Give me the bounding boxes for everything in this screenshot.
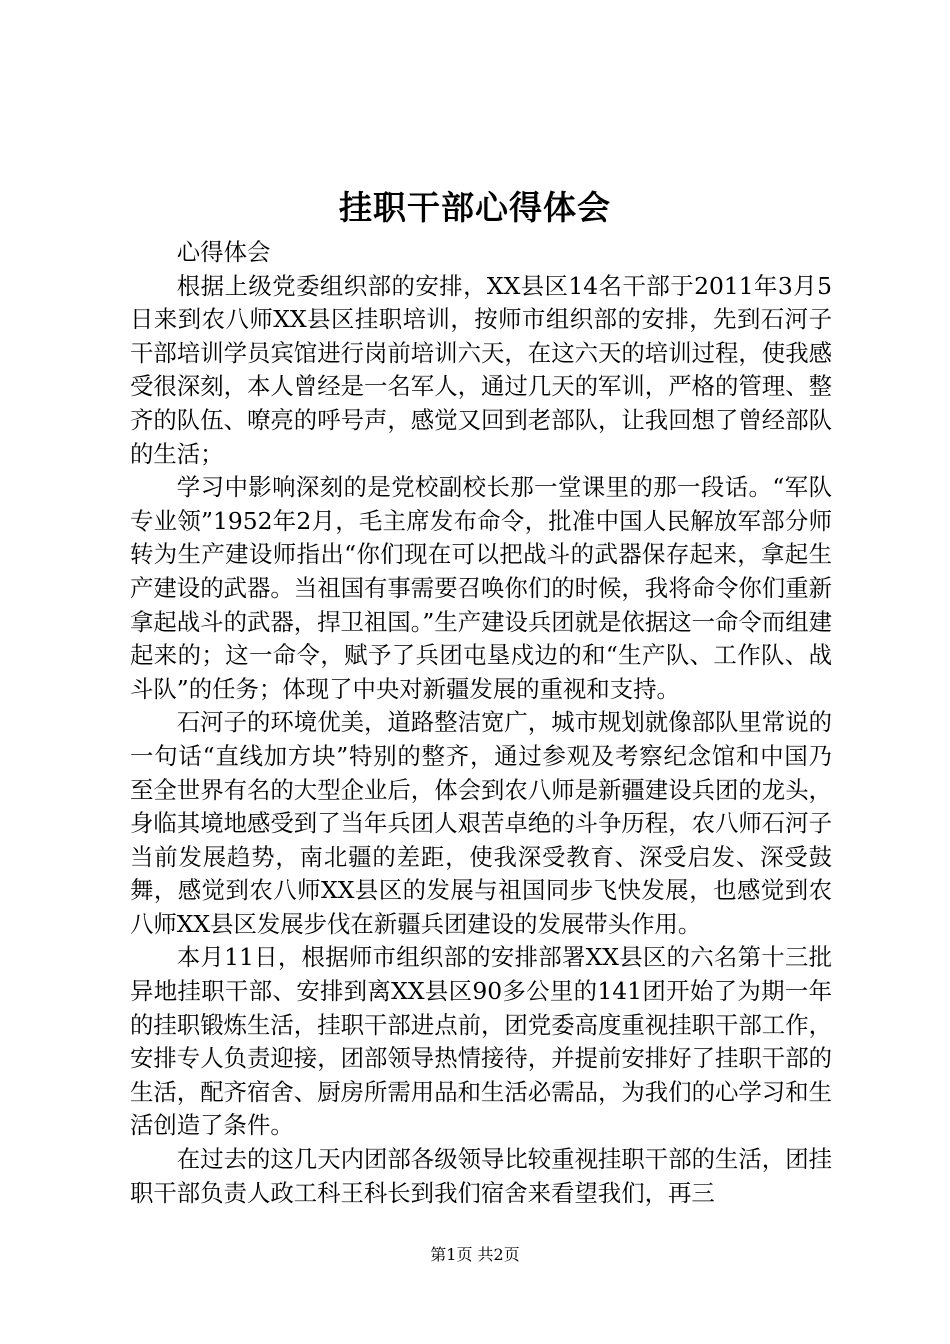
document-body (130, 236, 832, 1210)
paragraph-heading: 心得体会 (176, 238, 271, 266)
paragraph: 学习中影响深刻的是党校副校长那一堂课里的那一段话。“军队专业领”1952年2月，毛主席发布命令，批准中国人民解放军部分师转为生产建设师指出“你们现在可以把战斗的武器保存起来，拿起生产建设的武器。当祖国有事需要召唤你们的时候，我将命令你们重新拿起战斗的武器，捍卫祖国。”生产建设兵团就是依据这一命令而组建起来的；这一命令，赋予了兵团屯垦戍边的和“生产队、工作队、战斗队”的任务；体现了中央对新疆发展的重视和支持。 (130, 473, 832, 703)
paragraph: 根据上级党委组织部的安排，XX县区14名干部于2011年3月5日来到农八师XX县区挂职培训，按师市组织部的安排，先到石河子干部培训学员宾馆进行岗前培训六天，在这六天的培训过程，使我感受很深刻，本人曾经是一名军人，通过几天的军训，严格的管理、整齐的队伍、嘹亮的呼号声，感觉又回到老部队，让我回想了曾经部队的生活； (130, 271, 832, 468)
document-title: 挂职干部心得体会 (339, 188, 611, 227)
page-number-footer: 第1页 共2页 (430, 1245, 520, 1264)
paragraph: 在过去的这几天内团部各级领导比较重视挂职干部的生活，团挂职干部负责人政工科王科长到我们宿舍来看望我们，再三 (130, 1145, 832, 1207)
paragraph: 石河子的环境优美，道路整洁宽广，城市规划就像部队里常说的一句话“直线加方块”特别的整齐，通过参观及考察纪念馆和中国乃至全世界有名的大型企业后，体会到农八师是新疆建设兵团的龙头，身临其境地感受到了当年兵团人艰苦卓绝的斗争历程，农八师石河子当前发展趋势，南北疆的差距，使我深受教育、深受启发、深受鼓舞，感觉到农八师XX县区的发展与祖国同步飞快发展，也感觉到农八师XX县区发展步伐在新疆兵团建设的发展带头作用。 (130, 708, 832, 938)
paragraph: 本月11日，根据师市组织部的安排部署XX县区的六名第十三批异地挂职干部、安排到离XX县区90多公里的141团开始了为期一年的挂职锻炼生活，挂职干部进点前，团党委高度重视挂职干部工作，安排专人负责迎接，团部领导热情接待，并提前安排好了挂职干部的生活，配齐宿舍、厨房所需用品和生活必需品，为我们的心学习和生活创造了条件。 (130, 943, 832, 1140)
